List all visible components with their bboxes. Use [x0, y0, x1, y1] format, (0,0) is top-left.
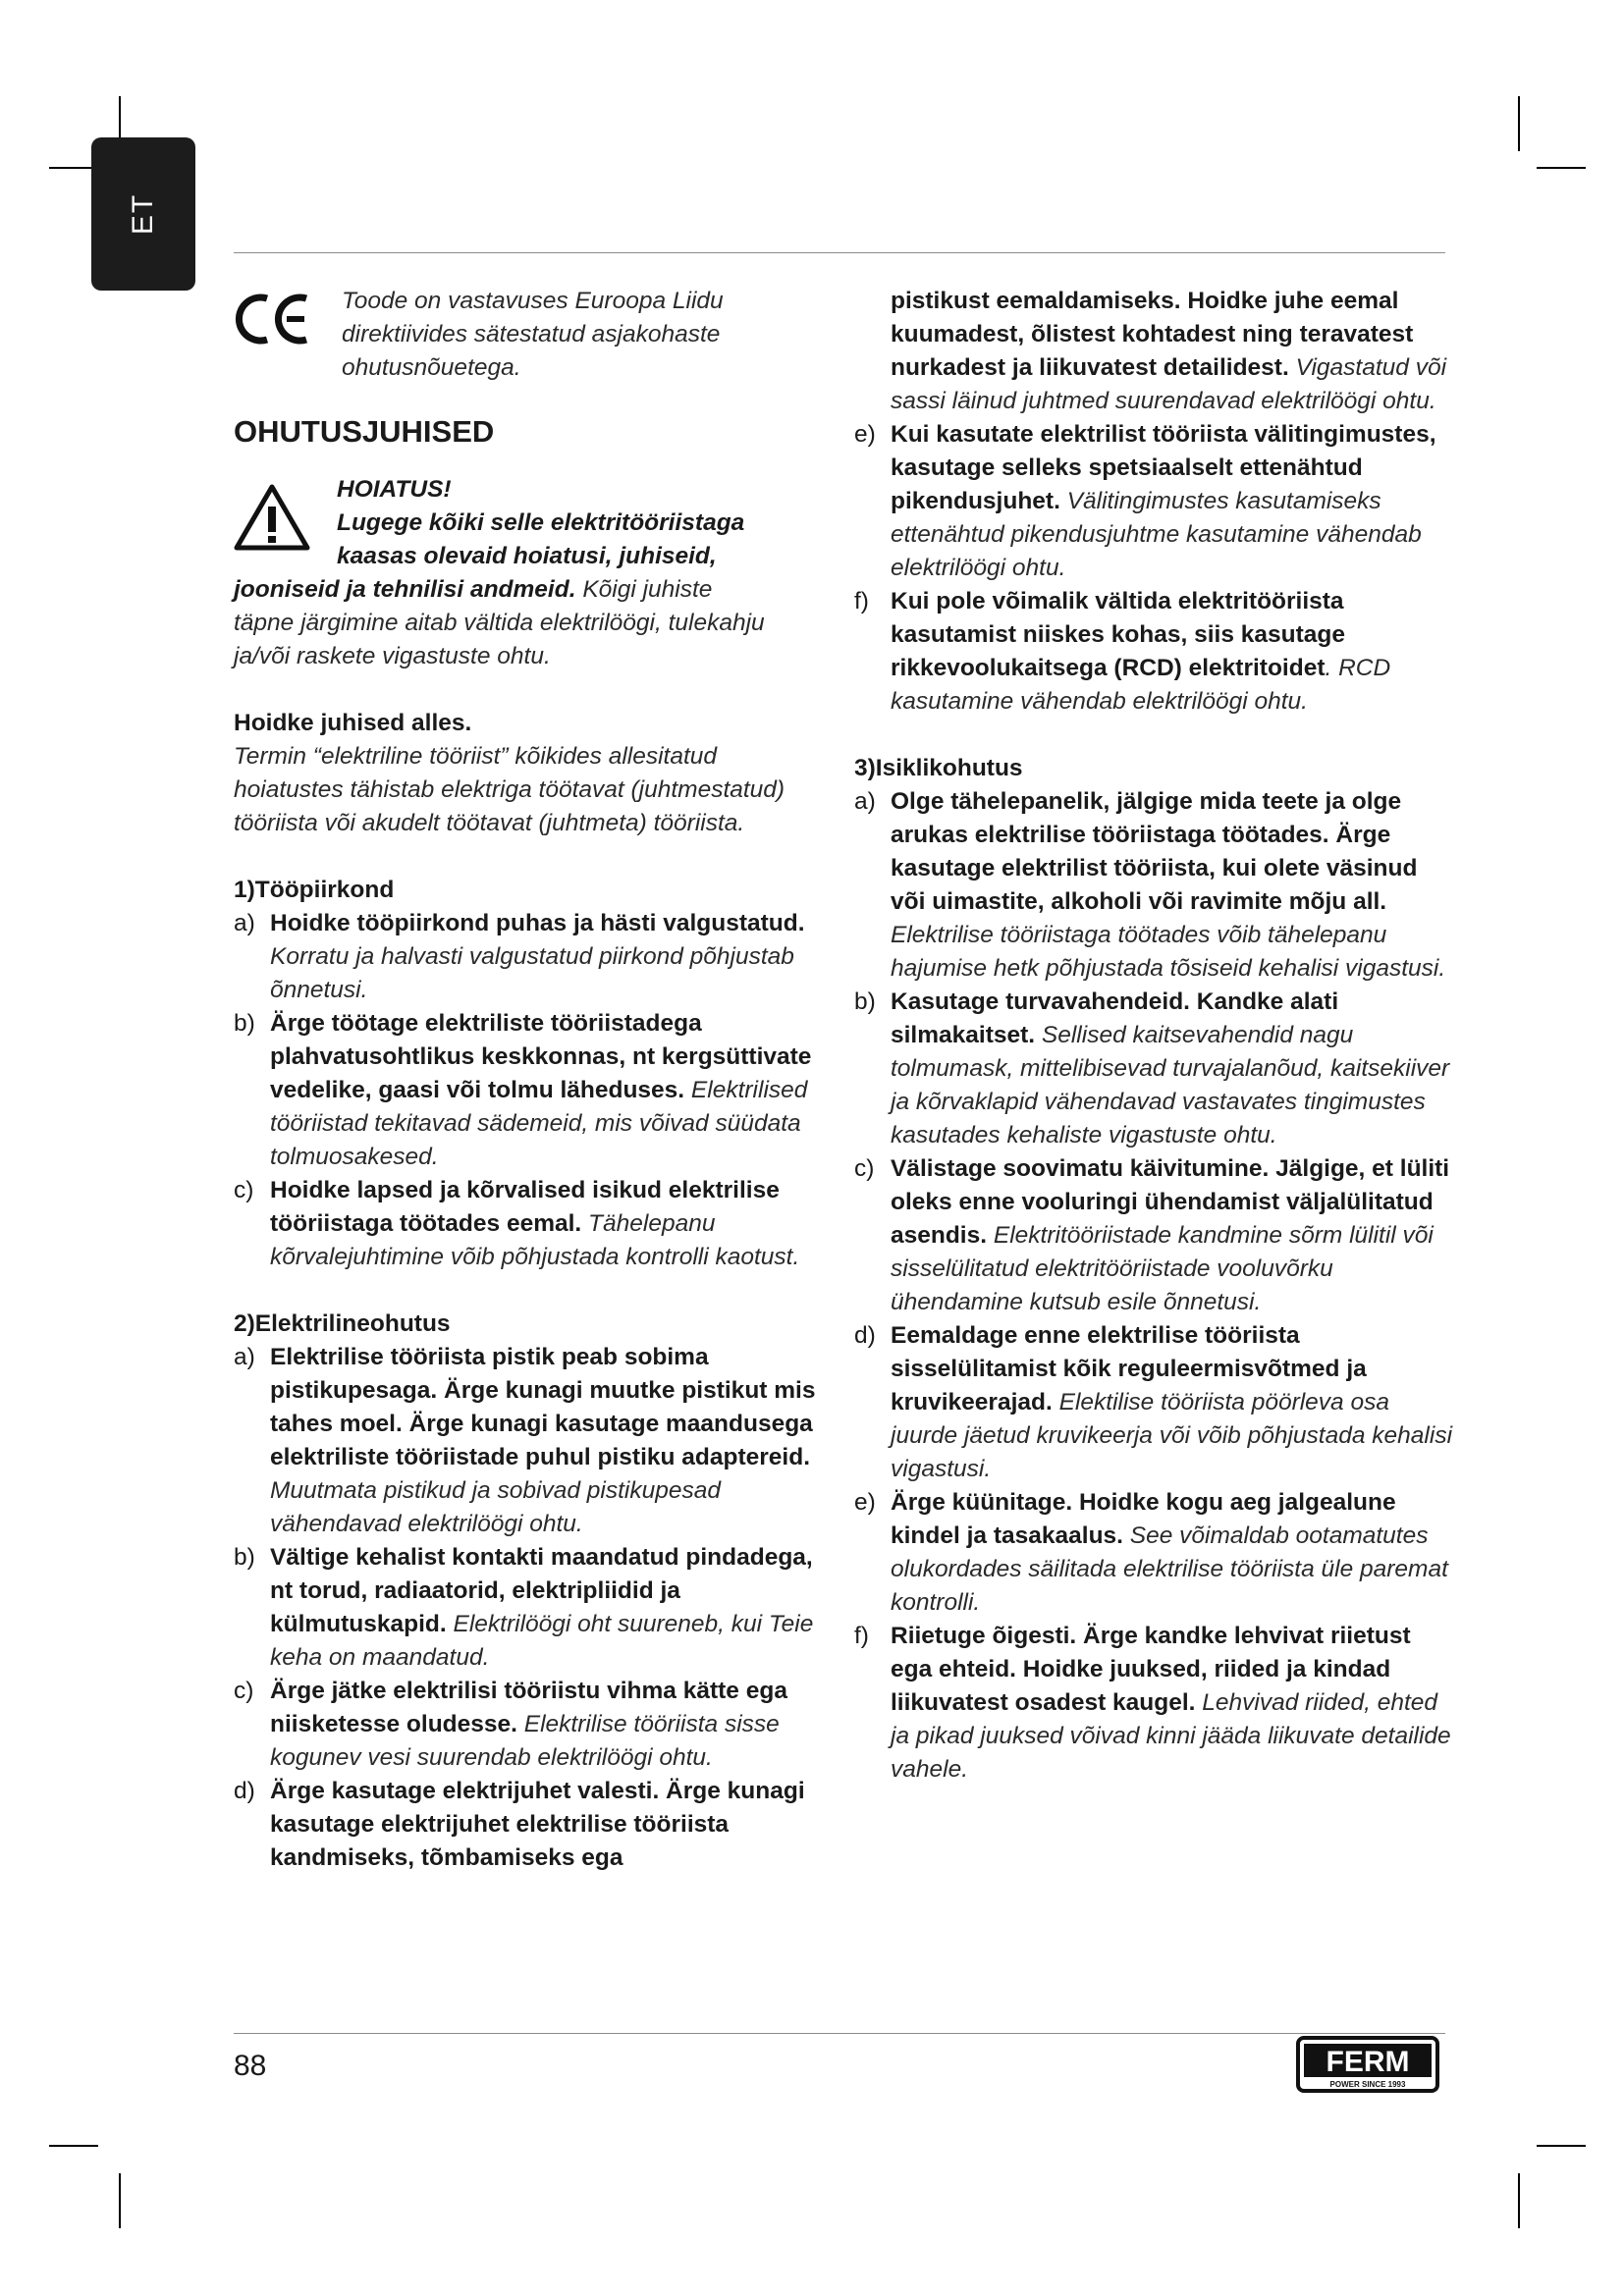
item-italic: Elektrilöögi oht suureneb, kui Teie keha on maandatud.: [270, 1611, 814, 1671]
crop-mark-top-right-h: [1537, 167, 1586, 169]
crop-mark-bottom-left-h: [49, 2145, 98, 2147]
section-2-item-d: [234, 1775, 823, 1875]
left-column: [234, 285, 823, 1875]
right-column: [854, 285, 1453, 1787]
keep-heading: Hoidke juhised alles.: [234, 710, 472, 736]
page-title: OHUTUSJUHISED: [234, 414, 495, 449]
item-italic: . RCD kasutamine vähendab elektrilöögi ohtu.: [891, 655, 1391, 715]
item-letter: f): [854, 1623, 869, 1649]
warning-line-3-rest: Kõigi juhiste: [575, 576, 713, 603]
crop-mark-bottom-left-v: [119, 2173, 121, 2228]
item-bold: pistikust eemaldamiseks. Hoidke juhe eemal kuumadest, õlistest kohtadest ning teravatest nurkadest ja liikuvatest detailidest.: [891, 288, 1414, 381]
item-bold: Hoidke lapsed ja kõrvalised isikud elektrilise tööriistaga töötades eemal.: [270, 1177, 780, 1237]
item-italic: Elektilise tööriista pöörleva osa juurde jäetud kruvikeerja või võib põhjustada kehalisi vigastusi.: [891, 1389, 1453, 1482]
section-3-item-c: [854, 1152, 1453, 1319]
item-bold: Välistage soovimatu käivitumine. Jälgige, et lüliti oleks enne vooluringi ühendamist väljalülitatud asendis.: [891, 1155, 1450, 1249]
section-1-item-a: [234, 907, 823, 1007]
item-italic: Elektrilise tööriista sisse kogunev vesi suurendab elektrilöögi ohtu.: [270, 1711, 780, 1771]
section-2-item-d-continued: [854, 285, 1453, 418]
crop-mark-top-right-v: [1518, 96, 1520, 151]
page-number: 88: [234, 2050, 267, 2082]
section-2-item-e: [854, 418, 1453, 585]
item-letter: b): [234, 1544, 255, 1571]
item-letter: a): [234, 1344, 255, 1370]
item-letter: b): [854, 988, 876, 1015]
section-3-item-a: [854, 785, 1453, 986]
item-bold: Eemaldage enne elektrilise tööriista sisselülitamist kõik reguleermisvõtmed ja kruvikeerajad.: [891, 1322, 1367, 1415]
item-bold: Kasutage turvavahendeid. Kandke alati silmakaitset.: [891, 988, 1339, 1048]
item-italic: Muutmata pistikud ja sobivad pistikupesad vähendavad elektrilöögi ohtu.: [270, 1477, 721, 1537]
ce-line-1: Toode on vastavuses Euroopa Liidu: [342, 288, 724, 314]
item-letter: a): [234, 910, 255, 936]
crop-mark-bottom-right-v: [1518, 2173, 1520, 2228]
warning-body-1: täpne järgimine aitab vältida elektrilöögi, tulekahju: [234, 610, 765, 636]
warning-line-3: [234, 573, 823, 607]
item-bold: Riietuge õigesti. Ärge kandke lehvivat riietust ega ehteid. Hoidke juuksed, riided ja kindad liikuvatest osadest kaugel.: [891, 1623, 1411, 1716]
section-2-item-f: [854, 585, 1453, 719]
item-letter: b): [234, 1010, 255, 1037]
item-italic: Välitingimustes kasutamiseks ettenähtud pikendusjuhtme kasutamine vähendab elektrilöögi ohtu.: [891, 488, 1422, 581]
ce-line-2: direktiivides sätestatud asjakohaste: [342, 321, 721, 347]
section-2-item-b: [234, 1541, 823, 1675]
logo-tagline: POWER SINCE 1993: [1329, 2080, 1406, 2089]
section-3-item-b: [854, 986, 1453, 1152]
item-bold: Ärge küünitage. Hoidke kogu aeg jalgealune kindel ja tasakaalus.: [891, 1489, 1396, 1549]
ce-text: [342, 285, 813, 385]
item-italic: Korratu ja halvasti valgustatud piirkond põhjustab õnnetusi.: [270, 943, 794, 1003]
item-italic: Elektrilised tööriistad tekitavad sädemeid, mis võivad süüdata tolmuosakesed.: [270, 1077, 808, 1170]
item-bold: Hoidke tööpiirkond puhas ja hästi valgustatud.: [270, 910, 805, 936]
ferm-logo: [1296, 2036, 1439, 2093]
item-italic: Sellised kaitsevahendid nagu tolmumask, mittelibisevad turvajalanõud, kaitsekiiver ja kõrvaklapid vähendavad vastavates tingimustes kasutades kehaliste vigastuste ohtu.: [891, 1022, 1450, 1148]
warning-heading: HOIATUS!: [337, 476, 452, 503]
logo-brand: FERM: [1326, 2046, 1410, 2078]
item-bold: Kui kasutate elektrilist tööriista välitingimustes, kasutage selleks spetsiaalselt ettenähtud pikendusjuhet.: [891, 421, 1436, 514]
section-2-item-a: [234, 1341, 823, 1541]
item-bold: Kui pole võimalik vältida elektritööriista kasutamist niiskes kohas, siis kasutage rikkevoolukaitsega (RCD) elektritoidet: [891, 588, 1346, 681]
item-bold: Vältige kehalist kontakti maandatud pindadega, nt torud, radiaatorid, elektripliidid ja külmutuskapid.: [270, 1544, 813, 1637]
item-italic: Lehvivad riided, ehted ja pikad juuksed võivad kinni jääda liikuvate detailide vahele.: [891, 1689, 1451, 1783]
section-1-item-b: [234, 1007, 823, 1174]
item-italic: Tähelepanu kõrvalejuhtimine võib põhjustada kontrolli kaotust.: [270, 1210, 800, 1270]
item-bold: Olge tähelepanelik, jälgige mida teete ja olge arukas elektrilise tööriistaga töötades. Ärge kasutage elektrilist tööriista, kui olete väsinud või uimastite, alkoholi või ravimite mõju all.: [891, 788, 1418, 915]
item-bold: Ärge töötage elektriliste tööriistadega plahvatusohtlikus keskkonnas, nt kergsüttivate vedelike, gaasi või tolmu läheduses.: [270, 1010, 812, 1103]
item-letter: a): [854, 788, 876, 815]
item-letter: c): [854, 1155, 875, 1182]
item-italic: Vigastatud või sassi läinud juhtmed suurendavad elektrilöögi ohtu.: [891, 354, 1447, 414]
ce-conformity: [234, 285, 823, 412]
section-1-heading: 1)Tööpiirkond: [234, 877, 395, 903]
section-3-item-e: [854, 1486, 1453, 1620]
section-2-heading: 2)Elektrilineohutus: [234, 1310, 451, 1337]
language-tab: [91, 137, 195, 291]
warning-line-1: Lugege kõiki selle elektritööriistaga: [337, 509, 745, 536]
header-rule: [234, 252, 1445, 253]
language-code: ET: [127, 192, 159, 236]
warning-block: [234, 473, 823, 673]
item-italic: Elektritööriistade kandmine sõrm lülitil või sisselülitatud elektritööriistade vooluvõrku ühendamine kutsub esile õnnetusi.: [891, 1222, 1434, 1315]
item-italic: Elektrilise tööriistaga töötades võib tähelepanu hajumise hetk põhjustada tõsiseid kehalisi vigastusi.: [891, 922, 1446, 982]
warning-line-2: kaasas olevaid hoiatusi, juhiseid,: [337, 543, 717, 569]
item-bold: Elektrilise tööriista pistik peab sobima pistikupesaga. Ärge kunagi muutke pistikut mis tahes moel. Ärge kunagi kasutage maandusega elektriliste tööriistade puhul pistiku adaptereid.: [270, 1344, 816, 1470]
crop-mark-bottom-right-h: [1537, 2145, 1586, 2147]
keep-body: Termin “elektriline tööriist” kõikides allesitatud hoiatustes tähistab elektriga töötavat (juhtmestatud) tööriista või akudelt töötavat (juhtmeta) tööriista.: [234, 743, 785, 836]
item-letter: c): [234, 1678, 254, 1704]
section-3-item-f: [854, 1620, 1453, 1787]
item-bold: Ärge jätke elektrilisi tööriistu vihma kätte ega niisketesse oludesse.: [270, 1678, 787, 1737]
item-italic: See võimaldab ootamatutes olukordades säilitada elektrilise tööriista üle paremat kontrolli.: [891, 1522, 1448, 1616]
item-letter: d): [854, 1322, 876, 1349]
ce-mark-icon: [234, 293, 310, 346]
section-3-heading: 3)Isiklikohutus: [854, 755, 1023, 781]
warning-line-3-bold: jooniseid ja tehnilisi andmeid.: [234, 576, 576, 603]
section-2-item-c: [234, 1675, 823, 1775]
item-letter: f): [854, 588, 869, 614]
item-letter: c): [234, 1177, 254, 1203]
item-letter: e): [854, 1489, 876, 1516]
item-letter: e): [854, 421, 876, 448]
section-1-item-c: [234, 1174, 823, 1274]
item-bold: Ärge kasutage elektrijuhet valesti. Ärge kunagi kasutage elektrijuhet elektrilise tööriista kandmiseks, tõmbamiseks ega: [270, 1778, 805, 1871]
footer-rule: [234, 2033, 1445, 2034]
warning-body-2: ja/või raskete vigastuste ohtu.: [234, 643, 551, 669]
section-3-item-d: [854, 1319, 1453, 1486]
item-letter: d): [234, 1778, 255, 1804]
ce-line-3: ohutusnõuetega.: [342, 354, 521, 381]
warning-triangle-icon: [234, 483, 310, 552]
